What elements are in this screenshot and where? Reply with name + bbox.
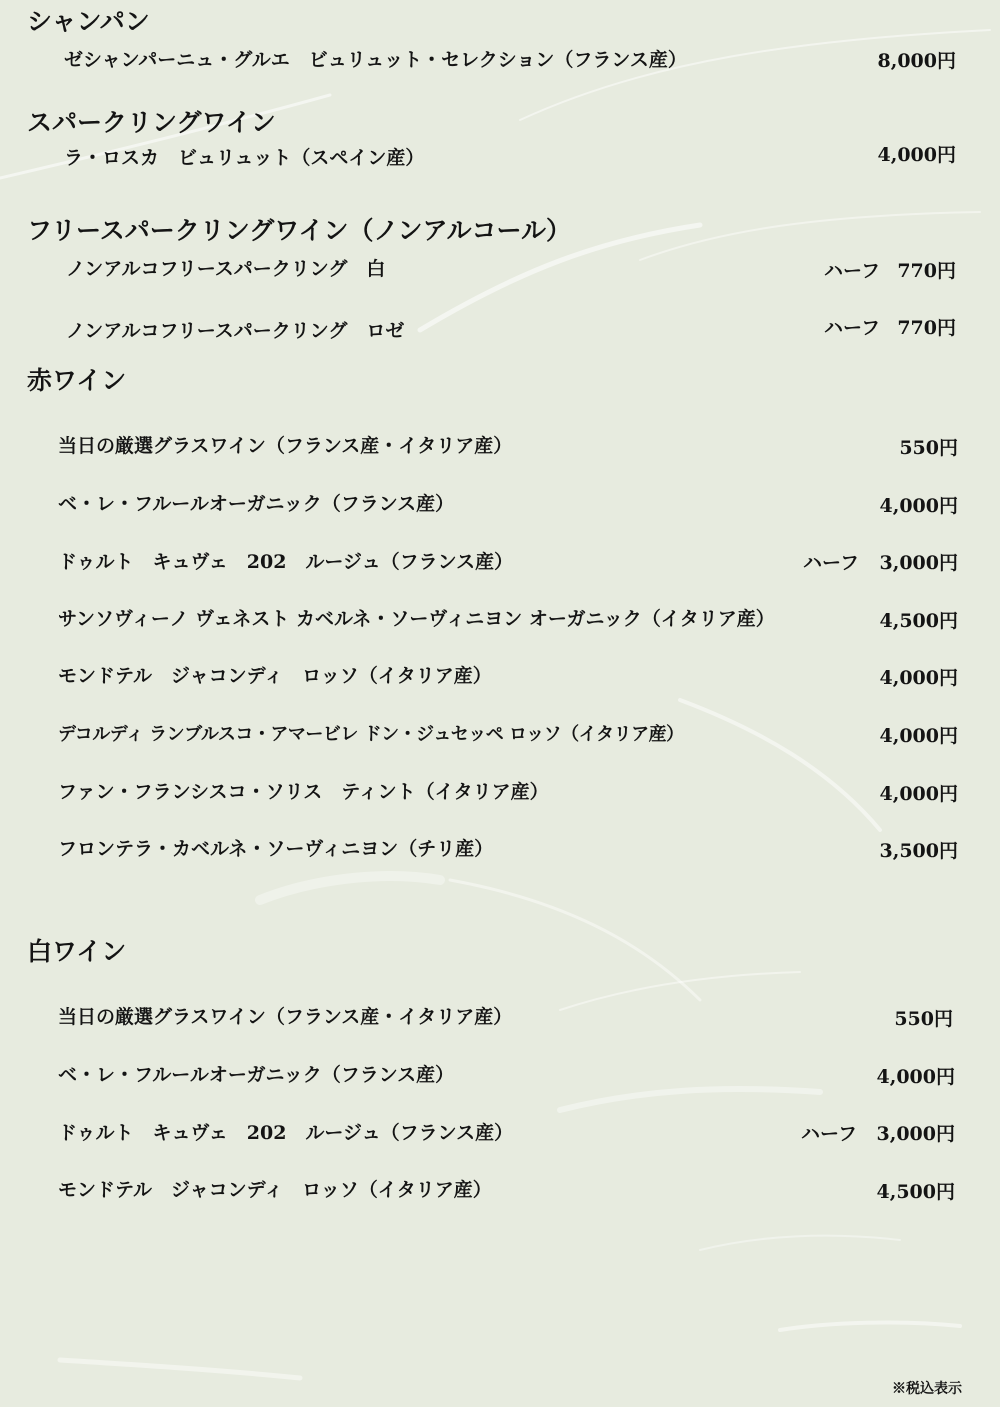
menu-item-price: 4,000円 xyxy=(877,144,956,166)
section-title-red-wine: 赤ワイン xyxy=(27,366,127,395)
menu-item-price: 4,000円 xyxy=(879,783,958,805)
menu-item-name: フロンテラ・カベルネ・ソーヴィニヨン（チリ産） xyxy=(58,838,494,860)
menu-item-name: ノンアルコフリースパークリング ロゼ xyxy=(66,320,405,342)
section-title-champagne: シャンパン xyxy=(27,7,150,36)
menu-item-size: ハーフ xyxy=(801,1123,858,1145)
menu-item-name: ベ・レ・フルールオーガニック（フランス産） xyxy=(58,493,455,515)
menu-item-price: 4,000円 xyxy=(879,725,958,747)
menu-item-price: 3,000円 xyxy=(876,1123,955,1145)
menu-item-size: ハーフ xyxy=(824,260,881,282)
menu-item-price: 8,000円 xyxy=(877,50,956,72)
menu-item-name: ノンアルコフリースパークリング 白 xyxy=(66,258,386,280)
menu-item-name: モンドテル ジャコンディ ロッソ（イタリア産） xyxy=(58,1179,492,1201)
menu-item-price: 3,500円 xyxy=(879,840,958,862)
menu-item-name: ベ・レ・フルールオーガニック（フランス産） xyxy=(58,1064,455,1086)
section-title-white-wine: 白ワイン xyxy=(27,937,127,966)
menu-item-name: 当日の厳選グラスワイン（フランス産・イタリア産） xyxy=(58,435,513,457)
menu-item-price: 770円 xyxy=(897,317,956,339)
menu-item-price: 3,000円 xyxy=(879,552,958,574)
menu-item-name: ゼシャンパーニュ・グルエ ビュリュット・セレクション（フランス産） xyxy=(64,49,687,71)
section-title-sparkling: スパークリングワイン xyxy=(27,108,276,137)
menu-item-size: ハーフ xyxy=(824,317,881,339)
menu-item-price: 4,500円 xyxy=(876,1181,955,1203)
menu-item-name: デコルディ ランブルスコ・アマービレ ドン・ジュセッペ ロッソ（イタリア産） xyxy=(58,724,684,745)
menu-item-name: 当日の厳選グラスワイン（フランス産・イタリア産） xyxy=(58,1006,513,1028)
menu-item-price: 4,000円 xyxy=(879,667,958,689)
menu-item-price: 550円 xyxy=(894,1008,953,1030)
menu-item-size: ハーフ xyxy=(803,552,860,574)
menu-item-name: モンドテル ジャコンディ ロッソ（イタリア産） xyxy=(58,665,492,687)
tax-included-note: ※税込表示 xyxy=(892,1381,962,1397)
menu-item-name: サンソヴィーノ ヴェネスト カベルネ・ソーヴィニヨン オーガニック（イタリア産） xyxy=(58,608,775,630)
menu-item-name: ドゥルト キュヴェ 202 ルージュ（フランス産） xyxy=(58,1122,514,1144)
section-title-alcohol-free: フリースパークリングワイン（ノンアルコール） xyxy=(27,216,572,245)
menu-item-price: 770円 xyxy=(897,260,956,282)
menu-item-name: ラ・ロスカ ビュリュット（スペイン産） xyxy=(64,147,425,169)
menu-item-price: 4,500円 xyxy=(879,610,958,632)
menu-item-price: 4,000円 xyxy=(879,495,958,517)
menu-item-price: 4,000円 xyxy=(876,1066,955,1088)
menu-item-price: 550円 xyxy=(899,437,958,459)
menu-item-name: ファン・フランシスコ・ソリス ティント（イタリア産） xyxy=(58,781,549,803)
menu-item-name: ドゥルト キュヴェ 202 ルージュ（フランス産） xyxy=(58,551,514,573)
